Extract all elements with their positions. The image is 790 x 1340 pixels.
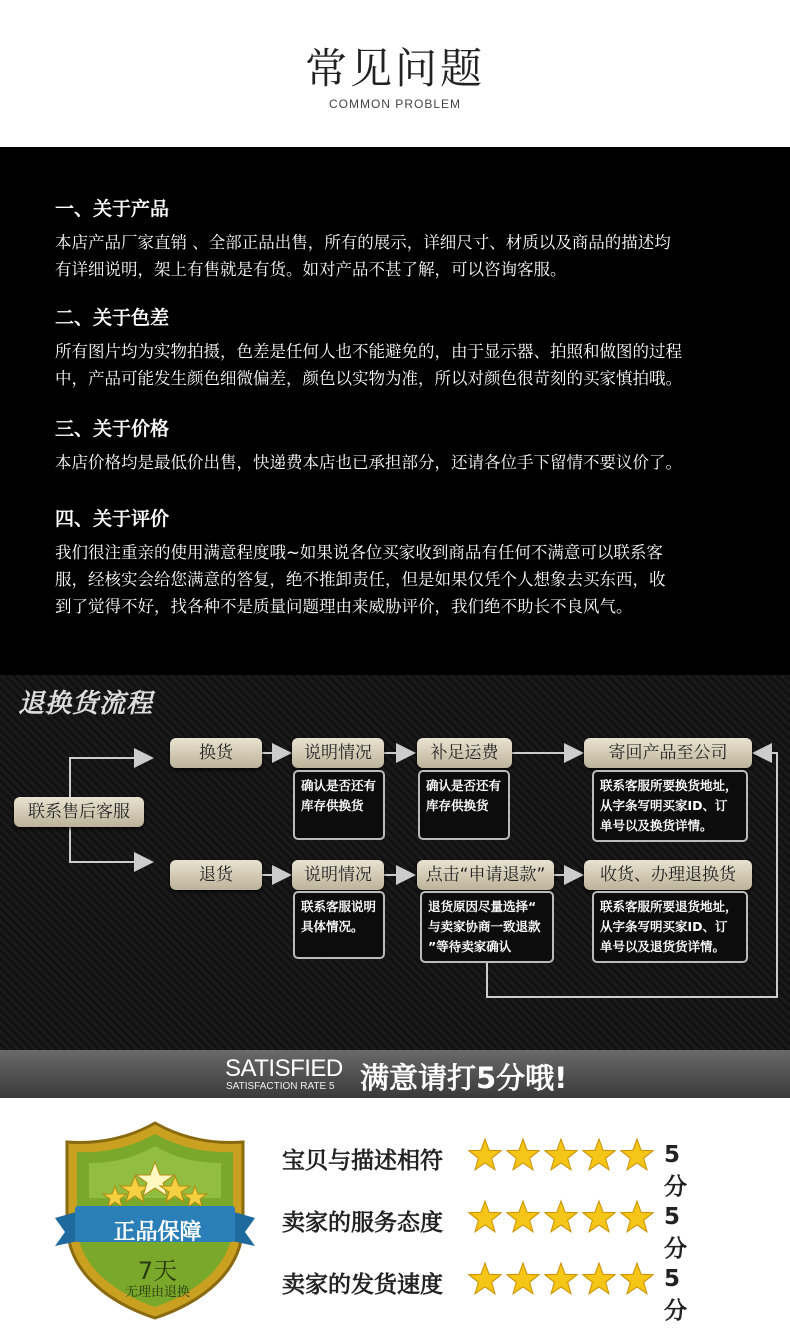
star-icon bbox=[621, 1139, 653, 1170]
detail-line: 具体情况。 bbox=[301, 919, 364, 934]
detail-line: 库存供换货 bbox=[301, 798, 364, 813]
star-icon bbox=[545, 1139, 577, 1170]
detail-line: 从字条写明买家ID、订 bbox=[600, 798, 728, 813]
satisfied-banner bbox=[0, 1050, 790, 1098]
rating-stars bbox=[467, 1137, 657, 1179]
exchange-freight-detail bbox=[418, 770, 510, 840]
rating-label: 卖家的发货速度 bbox=[282, 1272, 443, 1298]
faq-section-color bbox=[55, 306, 765, 392]
page-title: 常见问题 bbox=[304, 44, 485, 93]
contact-service-step: 联系售后客服 bbox=[14, 797, 144, 827]
detail-line: 单号以及换货详情。 bbox=[600, 818, 713, 833]
rating-score: 5分 bbox=[664, 1142, 687, 1200]
faq-section-product bbox=[55, 197, 765, 283]
faq-header bbox=[0, 0, 790, 147]
exchange-explain-detail bbox=[293, 770, 385, 840]
refund-apply-step: 点击“申请退款” bbox=[417, 860, 554, 890]
detail-line: 联系客服说明 bbox=[301, 899, 377, 914]
faq-line: 所有图片均为实物拍摄，色差是任何人也不能避免的，由于显示器、拍照和做图的过程 bbox=[55, 342, 682, 361]
star-icon bbox=[621, 1263, 653, 1294]
detail-line: 单号以及退货货详情。 bbox=[600, 939, 726, 954]
faq-line: 有详细说明，架上有售就是有货。如对产品不甚了解，可以咨询客服。 bbox=[55, 260, 567, 279]
return-process-diagram bbox=[0, 675, 790, 1050]
star-icon bbox=[583, 1201, 615, 1232]
exchange-ship-detail bbox=[592, 770, 748, 842]
banner-en-subtitle: SATISFACTION RATE 5 bbox=[226, 1081, 335, 1092]
badge-subtitle: 无理由退换 bbox=[124, 1285, 190, 1300]
exchange-step: 换货 bbox=[170, 738, 262, 768]
rating-score: 5分 bbox=[664, 1204, 687, 1262]
star-icon bbox=[469, 1139, 501, 1170]
faq-heading: 四、关于评价 bbox=[55, 508, 170, 530]
faq-section-review bbox=[55, 507, 765, 620]
process-title: 退换货流程 bbox=[18, 689, 154, 719]
page-subtitle: COMMON PROBLEM bbox=[328, 97, 461, 111]
detail-line: ”等待卖家确认 bbox=[428, 939, 512, 954]
faq-heading: 二、关于色差 bbox=[55, 307, 170, 329]
faq-line: 我们很注重亲的使用满意程度哦~如果说各位买家收到商品有任何不满意可以联系客 bbox=[55, 543, 663, 562]
detail-line: 联系客服所要换货地址， bbox=[600, 778, 738, 793]
detail-line: 退货原因尽量选择“ bbox=[428, 899, 537, 914]
star-icon bbox=[545, 1263, 577, 1294]
rating-section bbox=[0, 1098, 790, 1340]
detail-line: 确认是否还有 bbox=[301, 778, 377, 793]
star-icon bbox=[621, 1201, 653, 1232]
faq-line: 中，产品可能发生颜色细微偏差，颜色以实物为准，所以对颜色很苛刻的买家慎拍哦。 bbox=[55, 369, 682, 388]
rating-stars bbox=[467, 1261, 657, 1303]
badge-title: 正品保障 bbox=[113, 1220, 202, 1245]
rating-label: 卖家的服务态度 bbox=[282, 1210, 443, 1236]
star-icon bbox=[469, 1263, 501, 1294]
star-icon bbox=[545, 1201, 577, 1232]
faq-panel bbox=[0, 147, 790, 675]
faq-heading: 一、关于产品 bbox=[55, 198, 170, 220]
exchange-explain-step: 说明情况 bbox=[292, 738, 384, 768]
faq-section-price bbox=[55, 417, 765, 476]
detail-line: 从字条写明买家ID、订 bbox=[600, 919, 728, 934]
refund-step: 退货 bbox=[170, 860, 262, 890]
rating-label: 宝贝与描述相符 bbox=[282, 1148, 443, 1174]
rating-score: 5分 bbox=[664, 1266, 687, 1324]
refund-explain-step: 说明情况 bbox=[292, 860, 384, 890]
exchange-ship-step: 寄回产品至公司 bbox=[584, 738, 752, 768]
banner-en-title: SATISFIED bbox=[225, 1055, 343, 1082]
star-icon bbox=[469, 1201, 501, 1232]
rating-stars bbox=[467, 1199, 657, 1241]
refund-explain-detail bbox=[293, 891, 385, 959]
faq-heading: 三、关于价格 bbox=[55, 418, 170, 440]
star-icon bbox=[507, 1139, 539, 1170]
detail-line: 确认是否还有 bbox=[426, 778, 502, 793]
faq-line: 本店价格均是最低价出售，快递费本店也已承担部分，还请各位手下留情不要议价了。 bbox=[55, 453, 682, 472]
detail-line: 与卖家协商一致退款 bbox=[428, 919, 541, 934]
faq-line: 到了觉得不好，找各种不是质量问题理由来威胁评价，我们绝不助长不良风气。 bbox=[55, 597, 633, 616]
star-icon bbox=[507, 1201, 539, 1232]
star-icon bbox=[583, 1263, 615, 1294]
refund-apply-detail bbox=[420, 891, 554, 963]
detail-line: 库存供换货 bbox=[426, 798, 489, 813]
faq-line: 本店产品厂家直销 、全部正品出售，所有的展示，详细尺寸、材质以及商品的描述均 bbox=[55, 233, 671, 252]
faq-line: 服，经核实会给您满意的答复，绝不推卸责任，但是如果仅凭个人想象去买东西，收 bbox=[55, 570, 666, 589]
refund-receive-detail bbox=[592, 891, 748, 963]
star-icon bbox=[583, 1139, 615, 1170]
detail-line: 联系客服所要退货地址， bbox=[600, 899, 738, 914]
refund-receive-step: 收货、办理退换货 bbox=[584, 860, 752, 890]
banner-cn-title: 满意请打5分哦! bbox=[360, 1061, 568, 1095]
exchange-freight-step: 补足运费 bbox=[417, 738, 512, 768]
star-icon bbox=[507, 1263, 539, 1294]
badge-days: 7天 bbox=[137, 1257, 178, 1285]
